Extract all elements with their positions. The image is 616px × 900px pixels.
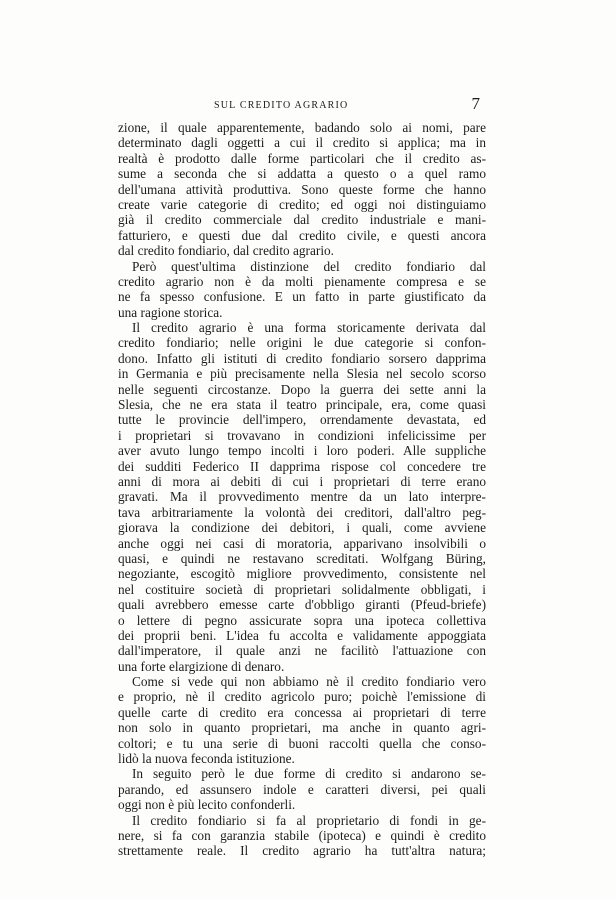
text-line: anche oggi nei casi di moratoria, apparivano insolvibili o (118, 535, 486, 551)
page-number: 7 (471, 94, 480, 113)
text-line: dal credito fondiario, dal credito agrario. (118, 243, 334, 259)
text-line: quelle carte di credito era concessa ai proprietari di terre (118, 704, 486, 720)
text-line: Il credito agrario è una forma storicamente derivata dal (132, 320, 486, 336)
text-line: credito fondiario; nelle origini le due categorie si confon- (118, 335, 486, 351)
text-line: In seguito però le due forme di credito si andarono se- (132, 766, 486, 782)
text-line: anni di mora ai debiti di cui i proprietari di terre erano (118, 473, 486, 489)
text-line: sume a seconda che si addatta a questo o a quel ramo (118, 166, 486, 182)
text-line: quasi, e quindi ne restavano screditati. Wolfgang Büring, (118, 550, 486, 566)
text-line: Slesia, che ne era stata il teatro principale, era, come quasi (118, 397, 486, 413)
text-line: strettamente reale. Il credito agrario ha tutt'altra natura; (118, 843, 486, 859)
text-line: Però quest'ultima distinzione del credito fondiario dal (132, 258, 486, 274)
text-line: nere, si fa con garanzia stabile (ipoteca) e quindi è credito (118, 827, 486, 843)
text-line: coltori; e tu una serie di buoni raccolti quella che conso- (118, 735, 486, 751)
text-line: già il credito commerciale dal credito industriale e mani- (118, 212, 486, 228)
text-line: dei proprii beni. L'idea fu accolta e validamente appoggiata (118, 627, 486, 643)
text-line: una forte elargizione di denaro. (118, 658, 285, 674)
text-line: fatturiero, e questi due dal credito civile, e questi ancora (118, 227, 486, 243)
text-line: dell'umana attività produttiva. Sono queste forme che hanno (118, 181, 486, 197)
text-line: determinato dagli oggetti a cui il credito si applica; ma in (118, 135, 486, 151)
text-line: quali avrebbero emesse carte d'obbligo giranti (Pfeud-briefe) (118, 597, 486, 613)
text-line: tava arbitrariamente la volontà dei creditori, dall'altro peg- (118, 504, 486, 520)
text-line: realtà è prodotto dalle forme particolari che il credito as- (118, 150, 486, 166)
text-line: tutte le provincie dell'impero, orrendamente devastata, ed (118, 412, 486, 428)
text-line: nelle seguenti circostanze. Dopo la guerra dei sette anni la (118, 381, 486, 397)
text-line: nel costituire società di proprietari solidalmente obbligati, i (118, 581, 486, 597)
text-line: i proprietari si trovavano in condizioni infelicissime per (118, 427, 486, 443)
text-line: create varie categorie di credito; ed oggi noi distinguiamo (118, 196, 486, 212)
text-line: dono. Infatto gli istituti di credito fondiario sorsero dapprima (118, 350, 486, 366)
text-line: Il credito fondiario si fa al proprietario di fondi in ge- (132, 812, 486, 828)
text-line: non solo in quanto proprietari, ma anche in quanto agri- (118, 720, 486, 736)
text-line: credito agrario non è da molti pienamente compresa e se (118, 273, 486, 289)
text-line: Come si vede qui non abbiamo nè il credito fondiario vero (132, 674, 486, 690)
text-line: oggi non è più lecito confonderli. (118, 797, 296, 813)
text-line: zione, il quale apparentemente, badando solo ai nomi, pare (118, 120, 486, 135)
text-line: dall'imperatore, il quale anzi ne facilitò l'attuazione con (118, 643, 486, 659)
text-line: parando, ed assunsero indole e caratteri diversi, pei quali (118, 781, 486, 797)
text-line: ne fa spesso confusione. E un fatto in parte giustificato da (118, 289, 486, 305)
text-line: negoziante, escogitò migliore provvedimento, consistente nel (118, 566, 486, 582)
text-line: dei sudditi Federico II dapprima rispose col concedere tre (118, 458, 486, 474)
text-line: o lettere di pegno assicurate sopra una ipoteca collettiva (118, 612, 486, 628)
text-line: gravati. Ma il provvedimento mentre da un lato interpre- (118, 489, 486, 505)
text-line: giorava la condizione dei debitori, i quali, come avviene (118, 520, 486, 536)
page-header (118, 96, 488, 116)
running-title: SUL CREDITO AGRARIO (214, 100, 349, 111)
text-line: lidò la nuova feconda istituzione. (118, 751, 295, 767)
body-text (118, 120, 486, 859)
text-line: una ragione storica. (118, 304, 223, 320)
text-line: e proprio, nè il credito agricolo puro; poichè l'emissione di (118, 689, 486, 705)
text-line: in Germania e più precisamente nella Slesia nel secolo scorso (118, 366, 486, 382)
text-line: aver avuto lungo tempo incolti i loro poderi. Alle suppliche (118, 443, 486, 459)
